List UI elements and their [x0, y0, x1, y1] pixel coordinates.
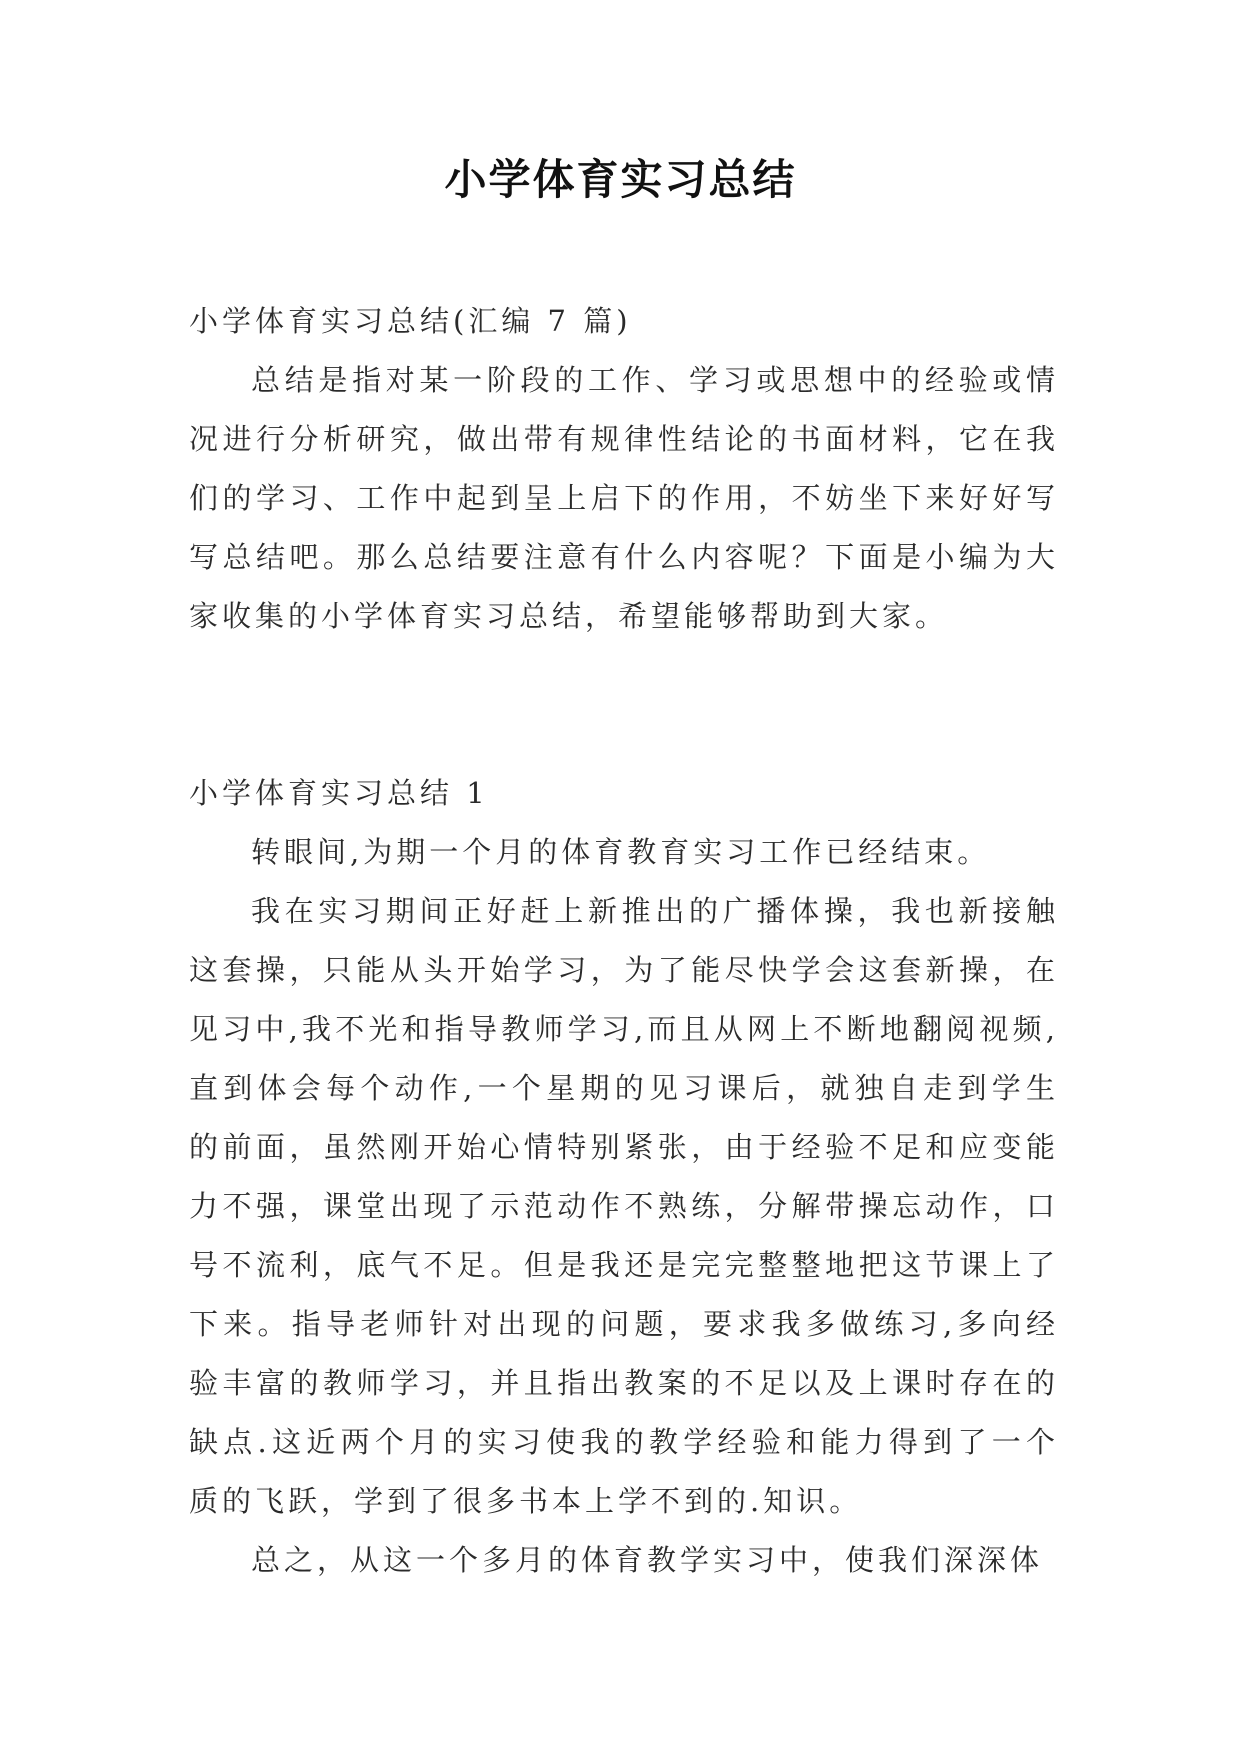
- document-subtitle: 小学体育实习总结(汇编 7 篇): [189, 304, 632, 338]
- section-spacer: [189, 646, 1059, 764]
- section-paragraph: 我在实习期间正好赶上新推出的广播体操，我也新接触这套操，只能从头开始学习，为了能尽快学会这套新操，在见习中,我不光和指导教师学习,而且从网上不断地翻阅视频,直到体会每个动作,一个星期的见习课后，就独自走到学生的前面，虽然刚开始心情特别紧张，由于经验不足和应变能力不强，课堂出现了示范动作不熟练，分解带操忘动作，口号不流利，底气不足。但是我还是完完整整地把这节课上了下来。指导老师针对出现的问题，要求我多做练习,多向经验丰富的教师学习，并且指出教案的不足以及上课时存在的缺点.这近两个月的实习使我的教学经验和能力得到了一个质的飞跃，学到了很多书本上学不到的.知识。: [189, 894, 1059, 1518]
- document-title: 小学体育实习总结: [444, 155, 797, 204]
- section-paragraph: 转眼间,为期一个月的体育教育实习工作已经结束。: [251, 835, 991, 869]
- section-paragraph: 总之，从这一个多月的体育教学实习中，使我们深深体: [251, 1543, 1044, 1577]
- document-body: [189, 292, 1059, 1590]
- intro-paragraph: 总结是指对某一阶段的工作、学习或思想中的经验或情况进行分析研究，做出带有规律性结论的书面材料，它在我们的学习、工作中起到呈上启下的作用，不妨坐下来好好写写总结吧。那么总结要注意有什么内容呢？下面是小编为大家收集的小学体育实习总结，希望能够帮助到大家。: [189, 363, 1059, 633]
- section-heading: 小学体育实习总结 1: [189, 776, 489, 810]
